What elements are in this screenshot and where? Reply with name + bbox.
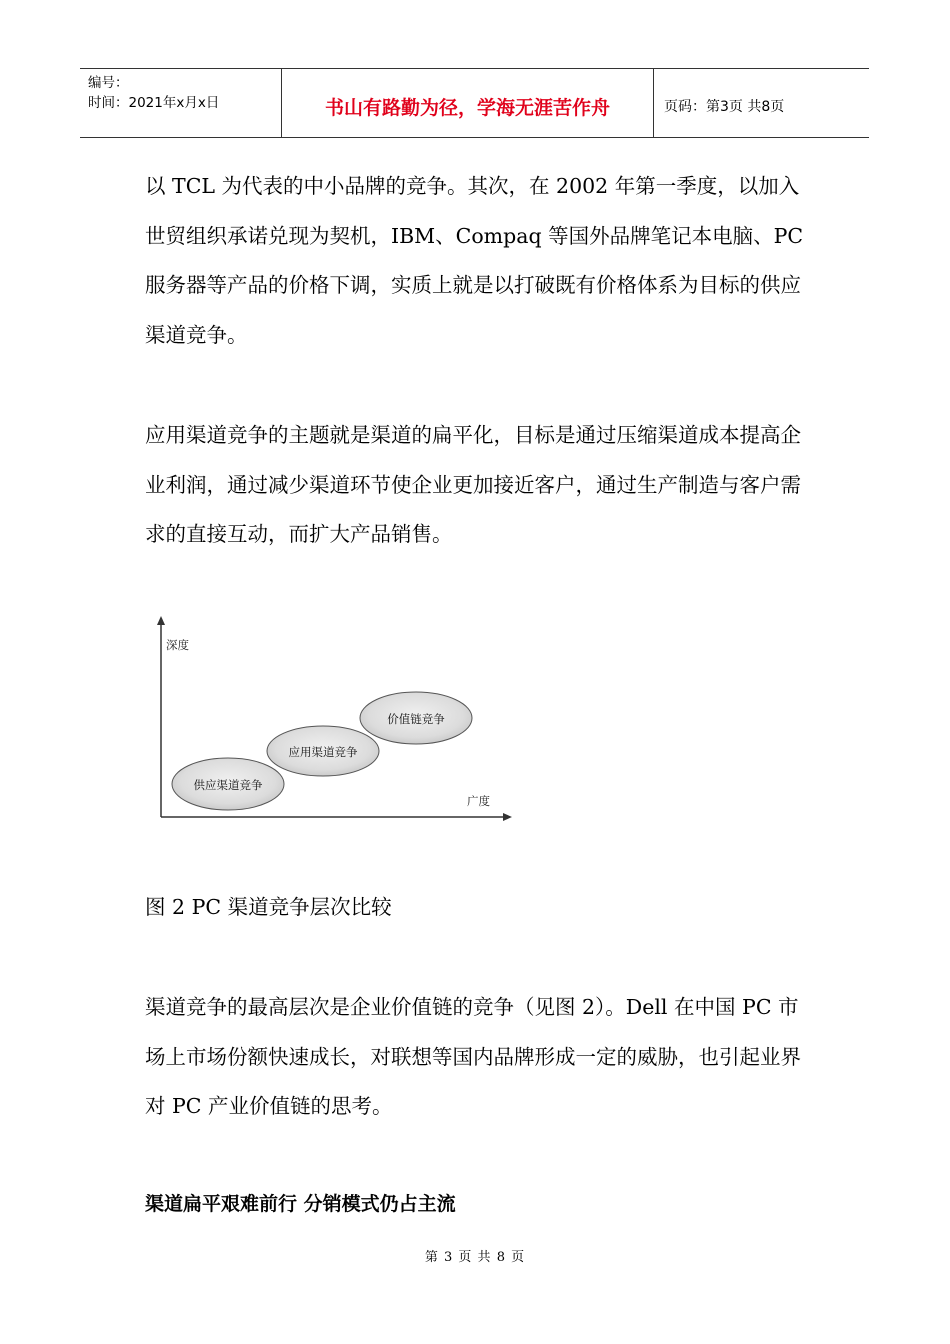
paragraph-3: 渠道竞争的最高层次是企业价值链的竞争（见图 2）。Dell 在中国 PC 市场上市场份额快速成长，对联想等国内品牌形成一定的威胁，也引起业界对 PC 产业价值链的思考。 bbox=[145, 995, 801, 1118]
figure-caption: 图 2 PC 渠道竞争层次比较 bbox=[145, 895, 392, 919]
y-axis-label: 深度 bbox=[166, 638, 189, 652]
section-heading: 渠道扁平艰难前行 分销模式仍占主流 bbox=[145, 1193, 456, 1215]
channel-competition-figure bbox=[152, 612, 522, 827]
paragraph-2: 应用渠道竞争的主题就是渠道的扁平化，目标是通过压缩渠道成本提高企业利润，通过减少渠道环节使企业更加接近客户，通过生产制造与客户需求的直接互动，而扩大产品销售。 bbox=[145, 423, 801, 546]
x-axis-label: 广度 bbox=[467, 794, 490, 808]
header-id: 编号： bbox=[88, 75, 129, 91]
paragraph-1: 以 TCL 为代表的中小品牌的竞争。其次，在 2002 年第一季度，以加入世贸组织承诺兑现为契机，IBM、Compaq 等国外品牌笔记本电脑、PC 服务器等产品的价格下调，实质上就是以打破既有价格体系为目标的供应渠道竞争。 bbox=[145, 174, 804, 347]
y-axis-arrow-icon bbox=[157, 616, 165, 625]
header-meta bbox=[80, 69, 282, 137]
page-header bbox=[80, 68, 869, 138]
header-motto: 书山有路勤为径，学海无涯苦作舟 bbox=[282, 69, 654, 137]
ellipse-supply-channel-label: 供应渠道竞争 bbox=[193, 778, 263, 792]
figure-diagram bbox=[152, 612, 522, 827]
ellipse-value-chain-label: 价值链竞争 bbox=[387, 712, 445, 726]
ellipse-application-channel-label: 应用渠道竞争 bbox=[288, 745, 358, 759]
header-time: 时间：2021年x月x日 bbox=[88, 95, 220, 111]
header-page-number: 页码：第3页 共8页 bbox=[664, 99, 785, 115]
x-axis-arrow-icon bbox=[503, 813, 512, 821]
page-footer: 第 3 页 共 8 页 bbox=[424, 1250, 526, 1265]
